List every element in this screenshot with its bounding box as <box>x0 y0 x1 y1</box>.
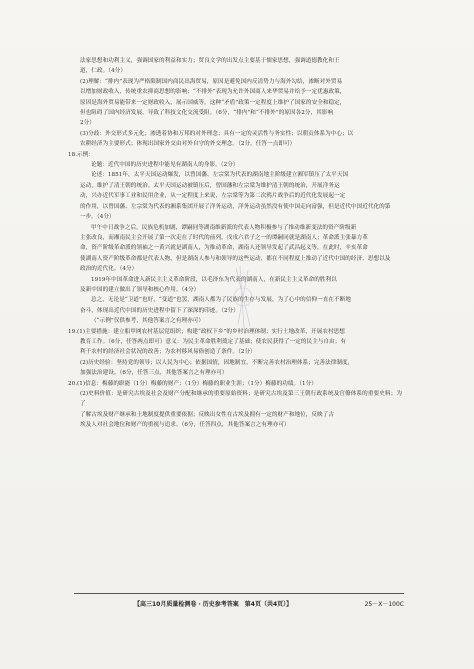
text-line: 1919年中国革命进入新民主主义革命阶段，以毛泽东为代表的湖南人，在新民主主义革命的胜利以 <box>91 276 337 283</box>
text-line: (2)理解：“排内”表现为严格限制国内商民出海贸易，原因是避免国内反清势力与海外勾结，渗断对外贸易 <box>80 78 343 85</box>
text-line: 政治的近代化。（4分） <box>80 266 138 273</box>
text-line: 利于农村的经济社会状况的改善；为农村移风易俗创造了条件。（2分） <box>80 349 256 356</box>
text-line: 及新中国的建立做出了领导和核心作用。（4分） <box>80 286 200 293</box>
text-line: 总之，无论是“卫道”也好，“变道”也罢，湖南人都为了民族的生存与发展，为了心中的信仰一直在不断地 <box>91 297 351 304</box>
text-line: 运动，维护了清王朝的统治。太平天国运动被镇压后，曾国藩和左宗棠为维护清王朝的统治，开展洋务运 <box>80 182 340 189</box>
text-line: （“示例”仅供参考，其他答案言之有理亦可） <box>91 318 205 325</box>
text-line: 但也阻碍了国内经济发展，导致了科技文化交流受阻。（6分，“排内”和“不排外”的原因各2分，其影响 <box>80 110 334 117</box>
text-line: 奋斗，体现出近代中国的历史进程中留下了深深的印迹。（2分） <box>80 307 239 314</box>
text-line: (2)历史经验：坚持党的领导；以人民为中心；依据国情，因地制宜，不断完善农村治理体系；完善法律制度， <box>80 359 354 366</box>
text-line: 论题：近代中国的历史进程中能见有湖南人的身影。（2分） <box>91 162 239 169</box>
footer-code: 25－X－100C <box>364 601 404 608</box>
text-line: 原因是海外贸易能带来一定财政收入，展示国威等。这种“矛盾”政策一定程度上维护了国家的安全和稳定， <box>80 99 346 106</box>
answer-key-body <box>68 56 402 431</box>
watermark-stamp <box>232 262 254 332</box>
text-line: 了解古埃及财产继承和土地制度提供重要依据；反映出女性在古埃及拥有一定的财产和地位，反映了古 <box>80 411 334 418</box>
text-line: 19.(1)主要措施：建立船甲网农村基层党组织；构建“政权下乡”的乡村治理体制；实行土地改革，开展农村思想 <box>68 328 345 335</box>
text-line: 的作用，以曾国藩、左宗棠为代表的湘系集团开展了洋务运动，洋务运动虽然没有使中国走向富强，但是近代中国近代化的第 <box>80 203 391 210</box>
text-line: 论述：1851年，太平天国运动爆发，以曾国藩、左宗棠为代表的湖南地主阶级建立湘军镇压了太平天国 <box>91 172 349 179</box>
text-line: 使湖南人资产阶级革命都是代表人物，但是湖南人参与和领导的这些运动，都在不同程度上推动了近代中国的经济、思想以及 <box>80 255 391 262</box>
text-line: 埃及人对社会地位和财产的重视与追求。（6分，任答四点，其他答案言之有理亦可） <box>80 422 290 429</box>
text-line: 道，仁政。（4分） <box>80 68 126 75</box>
text-line: 甲午中日战争之后，民族危机加剧，谭嗣同等湖南维新派的代表人物积极参与了推动维新变法的资产阶级新 <box>91 224 357 231</box>
text-line: 一步。（4分） <box>80 214 115 221</box>
text-line: (3)分歧：外交形式多元化；渗透着协和万邦的对外理念；具有一定的灵活性与务实性；以朝贡体系为中心；以 <box>80 130 354 137</box>
text-line: 农耕经济为主要形式；体现出国家外交由对外自守的外交理念。（2分，任答一点即可） <box>80 141 296 148</box>
text-line: 18.示例： <box>68 151 94 158</box>
text-line: (2)史料价值：是研究古埃及社会及财产分配和继承的重要原始资料；是研究古埃及第三王朝行政系统及官僚体系的重要史料；为了 <box>80 391 402 408</box>
text-line: 以增加财政收入，传统重农抑商思想的影响；“不排外”表现为允许外国商人来华贸易并给予一定优惠政策， <box>80 89 346 96</box>
text-line: 加强法治建设。（6分，任答三点，其他答案言之有理亦可） <box>80 370 228 377</box>
footer-divider <box>74 593 404 594</box>
text-line: 命，资产阶级革命派的领袖之一黄兴就是湖南人，为推动革命，湖南人还领导发起了武昌起义等，在此时，辛亥革命 <box>80 245 368 252</box>
text-line: 动，兴办近代军事工业和民用企业，从一定程度上来说，左宗棠等为第二次鸦片战争后的近代化发展起一定 <box>80 193 346 200</box>
text-line: 主张改良，而湘南民主会开展了第一次走在了时代的前列，戊戌六君子之一的谭嗣同就是湖南人；革命派主张暴力革 <box>80 234 368 241</box>
text-line: 教育工作。（6分，任答两点即可）意义：为民主革命胜利奠定了基础；使农民获得了一定的民主与自由；有 <box>80 338 347 345</box>
footer-title: 【高三10月质量检测卷 · 历史参考答案 第4页（共4页）】 <box>134 601 293 608</box>
text-line: 2分） <box>80 120 95 127</box>
text-line: 20.(1)信息：梅藤的职能（1分）梅藤的财产；（1分）梅藤的职业生涯；（1分）梅藤的功绩。（1分） <box>68 380 317 387</box>
text-line: 法家思想和功利主义，强调国家的利益和实力；贸良文学的出发点主要基于儒家思想，强调道德教化和王 <box>80 58 340 64</box>
